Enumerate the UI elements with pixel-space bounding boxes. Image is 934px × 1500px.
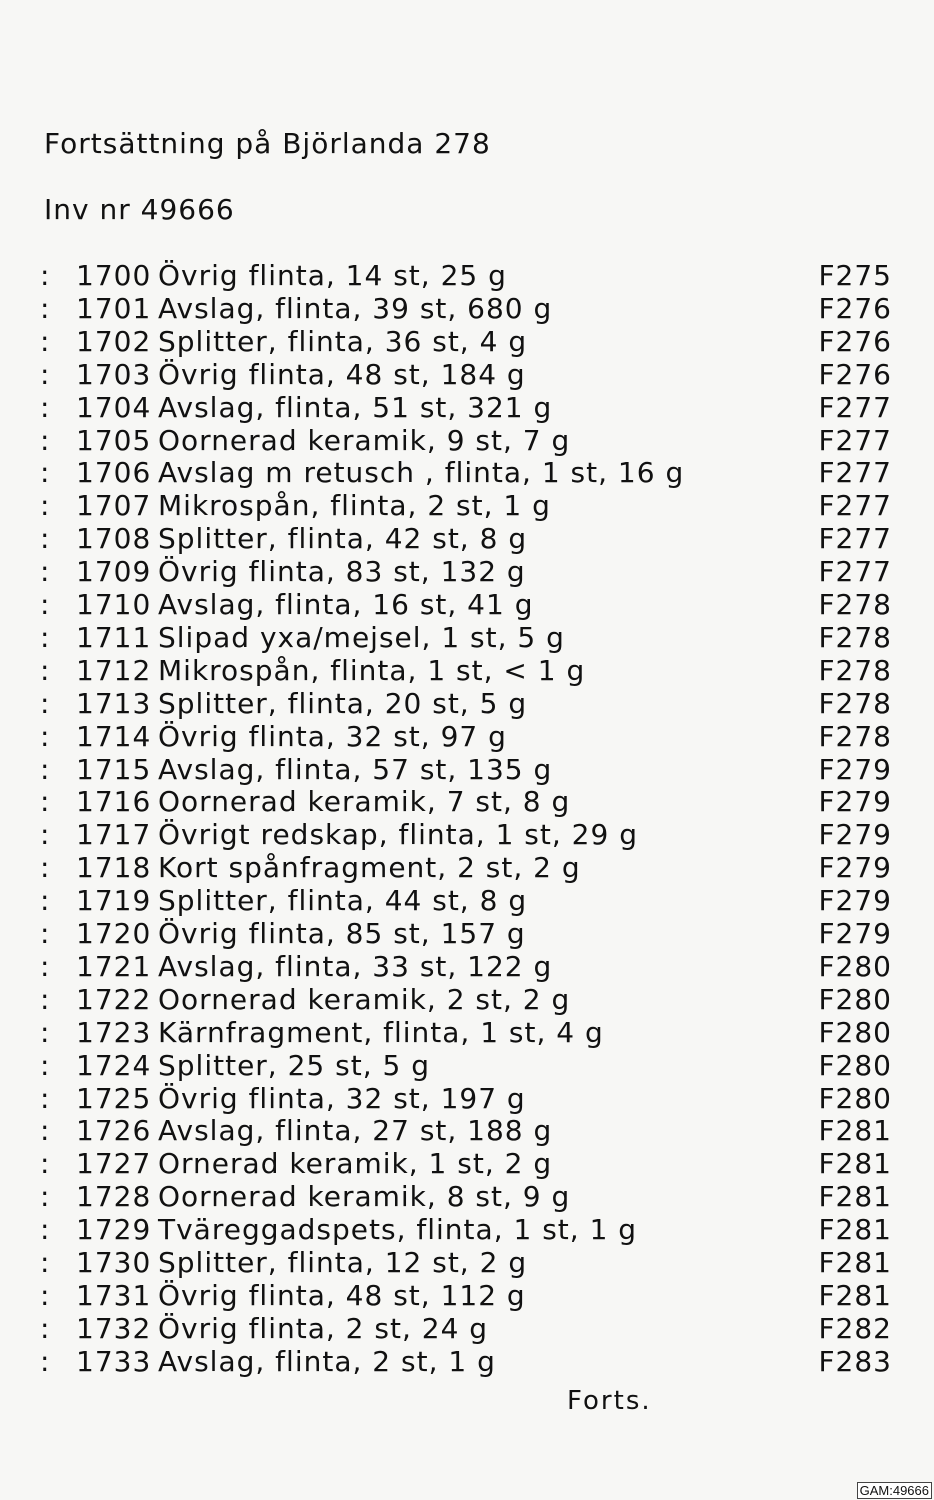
entry-code: F281 [818,1213,892,1247]
entry-description: Kärnfragment, flinta, 1 st, 4 g [158,1015,604,1049]
entry-code: F275 [818,259,892,292]
entry-description: Slipad yxa/mejsel, 1 st, 5 g [158,620,565,654]
entry-code: F276 [818,291,892,325]
entry-description: Oornerad keramik, 2 st, 2 g [158,982,571,1016]
list-item [40,654,892,687]
list-item [40,818,892,851]
list-item [40,292,892,325]
entry-code: F280 [818,1015,892,1049]
entry-number: 1721 [76,949,152,983]
entry-number: 1728 [76,1180,152,1214]
entry-description: Övrig flinta, 32 st, 197 g [158,1081,526,1115]
entry-separator: : [40,456,51,490]
entry-description: Avslag, flinta, 33 st, 122 g [158,949,553,983]
entry-description: Splitter, flinta, 42 st, 8 g [158,522,528,556]
entry-code: F281 [818,1278,892,1312]
entry-description: Övrig flinta, 14 st, 25 g [158,259,507,292]
list-item [40,753,892,786]
entry-number: 1701 [76,291,152,325]
entry-separator: : [40,1048,51,1082]
entry-code: F280 [818,949,892,983]
list-item [40,1049,892,1082]
entry-number: 1702 [76,324,152,358]
entry-description: Oornerad keramik, 8 st, 9 g [158,1180,571,1214]
page-title: Fortsättning på Björlanda 278 [44,127,491,160]
entry-number: 1727 [76,1147,152,1181]
entry-code: F278 [818,620,892,654]
entry-number: 1705 [76,423,152,457]
entry-description: Tväreggadspets, flinta, 1 st, 1 g [158,1213,638,1247]
entry-number: 1709 [76,555,152,589]
list-item [40,983,892,1016]
entry-description: Mikrospån, flinta, 2 st, 1 g [158,489,551,523]
entry-separator: : [40,949,51,983]
entry-separator: : [40,357,51,391]
entry-separator: : [40,884,51,918]
entry-code: F279 [818,752,892,786]
entry-description: Övrigt redskap, flinta, 1 st, 29 g [158,818,638,852]
entry-description: Avslag, flinta, 51 st, 321 g [158,390,553,424]
entry-code: F278 [818,653,892,687]
entry-code: F281 [818,1114,892,1148]
list-item [40,424,892,457]
list-item [40,687,892,720]
inventory-number: Inv nr 49666 [44,193,235,226]
list-item [40,259,892,292]
entry-number: 1717 [76,818,152,852]
entry-number: 1720 [76,917,152,950]
list-item [40,1180,892,1213]
entry-code: F279 [818,884,892,918]
entry-number: 1703 [76,357,152,391]
entry-description: Avslag, flinta, 57 st, 135 g [158,752,553,786]
list-item [40,950,892,983]
entry-separator: : [40,719,51,753]
entry-code: F280 [818,1048,892,1082]
entry-description: Övrig flinta, 83 st, 132 g [158,555,526,589]
entry-description: Splitter, flinta, 44 st, 8 g [158,884,528,918]
entry-code: F281 [818,1147,892,1181]
entry-separator: : [40,390,51,424]
entry-number: 1715 [76,752,152,786]
list-item [40,851,892,884]
entry-code: F277 [818,555,892,589]
entry-description: Splitter, flinta, 20 st, 5 g [158,686,528,720]
entry-code: F277 [818,423,892,457]
entry-separator: : [40,522,51,556]
entry-number: 1711 [76,620,152,654]
entry-separator: : [40,686,51,720]
entry-separator: : [40,1147,51,1181]
entry-separator: : [40,785,51,819]
entry-separator: : [40,1015,51,1049]
entry-separator: : [40,917,51,950]
entry-description: Ornerad keramik, 1 st, 2 g [158,1147,553,1181]
list-item [40,884,892,917]
entry-description: Avslag, flinta, 2 st, 1 g [158,1344,496,1378]
entry-number: 1725 [76,1081,152,1115]
list-item [40,1312,892,1345]
entry-number: 1713 [76,686,152,720]
continued-label: Forts. [567,1386,652,1416]
entry-number: 1718 [76,851,152,885]
entry-description: Övrig flinta, 2 st, 24 g [158,1311,489,1345]
entry-separator: : [40,851,51,885]
entry-code: F282 [818,1311,892,1345]
entry-separator: : [40,291,51,325]
list-item [40,1345,892,1378]
entry-description: Splitter, flinta, 36 st, 4 g [158,324,528,358]
entry-separator: : [40,1246,51,1279]
list-item [40,1213,892,1246]
entry-number: 1712 [76,653,152,687]
entry-code: F279 [818,917,892,950]
entry-description: Oornerad keramik, 7 st, 8 g [158,785,571,819]
entry-separator: : [40,1311,51,1345]
list-item [40,1279,892,1312]
archive-stamp: GAM:49666 [857,1482,932,1499]
entry-number: 1724 [76,1048,152,1082]
list-item [40,1114,892,1147]
entry-code: F279 [818,851,892,885]
entry-number: 1731 [76,1278,152,1312]
entry-separator: : [40,653,51,687]
list-item [40,1016,892,1049]
entry-number: 1719 [76,884,152,918]
entry-number: 1714 [76,719,152,753]
entry-separator: : [40,620,51,654]
entry-separator: : [40,752,51,786]
list-item [40,1246,892,1279]
entry-number: 1726 [76,1114,152,1148]
entry-separator: : [40,489,51,523]
entry-number: 1722 [76,982,152,1016]
list-item [40,358,892,391]
entry-description: Avslag, flinta, 27 st, 188 g [158,1114,553,1148]
entry-code: F278 [818,686,892,720]
entry-separator: : [40,588,51,621]
entry-number: 1704 [76,390,152,424]
entry-description: Oornerad keramik, 9 st, 7 g [158,423,571,457]
entry-code: F277 [818,390,892,424]
entry-separator: : [40,259,51,292]
list-item [40,522,892,555]
entry-description: Övrig flinta, 32 st, 97 g [158,719,507,753]
entry-separator: : [40,1081,51,1115]
entry-description: Splitter, flinta, 12 st, 2 g [158,1246,528,1279]
list-item [40,391,892,424]
list-item [40,325,892,358]
entry-description: Splitter, 25 st, 5 g [158,1048,430,1082]
entry-separator: : [40,1180,51,1214]
entry-description: Avslag, flinta, 39 st, 680 g [158,291,553,325]
entry-code: F276 [818,324,892,358]
list-item [40,720,892,753]
entry-number: 1716 [76,785,152,819]
entry-separator: : [40,555,51,589]
entry-separator: : [40,982,51,1016]
entry-description: Övrig flinta, 85 st, 157 g [158,917,526,950]
entry-number: 1710 [76,588,152,621]
entry-code: F279 [818,818,892,852]
list-item [40,621,892,654]
entry-code: F281 [818,1180,892,1214]
entry-separator: : [40,818,51,852]
entry-code: F277 [818,456,892,490]
entry-description: Avslag m retusch , flinta, 1 st, 16 g [158,456,685,490]
list-item [40,1082,892,1115]
entry-number: 1723 [76,1015,152,1049]
list-item [40,785,892,818]
entry-number: 1732 [76,1311,152,1345]
entry-code: F283 [818,1344,892,1378]
entry-number: 1706 [76,456,152,490]
entry-description: Övrig flinta, 48 st, 112 g [158,1278,526,1312]
entry-code: F277 [818,489,892,523]
entry-number: 1708 [76,522,152,556]
list-item [40,489,892,522]
entry-description: Övrig flinta, 48 st, 184 g [158,357,526,391]
list-item [40,1147,892,1180]
entry-description: Kort spånfragment, 2 st, 2 g [158,851,581,885]
entry-separator: : [40,1213,51,1247]
list-item [40,456,892,489]
entry-code: F281 [818,1246,892,1279]
entry-description: Avslag, flinta, 16 st, 41 g [158,588,534,621]
list-item [40,555,892,588]
entry-number: 1729 [76,1213,152,1247]
entry-code: F278 [818,719,892,753]
entry-number: 1733 [76,1344,152,1378]
entry-code: F276 [818,357,892,391]
entry-number: 1730 [76,1246,152,1279]
entry-number: 1700 [76,259,152,292]
list-item [40,917,892,950]
entry-code: F278 [818,588,892,621]
entry-separator: : [40,1114,51,1148]
entry-separator: : [40,423,51,457]
entry-code: F277 [818,522,892,556]
entry-description: Mikrospån, flinta, 1 st, < 1 g [158,653,586,687]
entry-code: F280 [818,982,892,1016]
entry-separator: : [40,324,51,358]
entry-number: 1707 [76,489,152,523]
entry-separator: : [40,1344,51,1378]
entry-code: F279 [818,785,892,819]
entry-separator: : [40,1278,51,1312]
list-item [40,588,892,621]
entry-code: F280 [818,1081,892,1115]
